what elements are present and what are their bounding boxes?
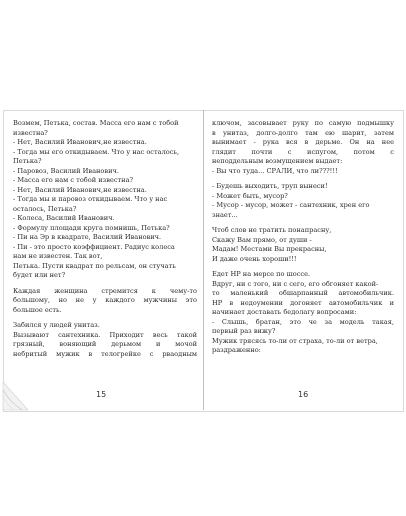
right-page-number: 16 xyxy=(298,390,309,399)
text-line: - Слышь, братан, это че за модель такая, xyxy=(212,317,394,326)
text-line: И даже очень хороши!!! xyxy=(212,254,297,263)
text-line: Петька. Пусти квадрат по рельсам, он стучать xyxy=(13,261,176,270)
page-curl-icon[interactable] xyxy=(0,382,30,412)
text-line: Петька? xyxy=(13,157,42,165)
text-line: - Вы что туда... СРАЛИ, что ли???!!! xyxy=(212,166,338,175)
text-line: в унитаз, долго-долго там ею шарит, затем xyxy=(212,128,394,137)
text-line: Вызывают сантехника. Приходит весь такой xyxy=(13,330,197,339)
text-line: - Масса его нам с тобой известна? xyxy=(13,176,134,184)
text-line: - Пи - это просто коэффициент. Радиус колеса xyxy=(13,242,175,251)
right-page xyxy=(204,110,404,412)
text-line: - Нет, Василий Иванович,не известна. xyxy=(13,185,147,194)
text-line: - Мусор - мусор, может - сантехник, хрен его xyxy=(212,201,370,209)
text-line: глядит почти с испугом, потом с xyxy=(212,147,394,156)
text-line: большому, но не у каждого мужчины это xyxy=(13,296,197,304)
text-line: - Тогда мы и паровоз откидываем. Что у нас xyxy=(13,195,168,203)
text-line: грязный, воняющий дерьмом и мочой xyxy=(13,340,197,348)
text-line: Едет НР на мерсе по шоссе. xyxy=(212,270,311,278)
book-spread xyxy=(0,110,406,410)
text-line: - Может быть, мусор? xyxy=(212,191,288,200)
text-line: НР в недоумении догоняет автомобильчик и xyxy=(212,298,394,307)
text-line: будет или нет? xyxy=(13,271,66,279)
text-line: - Колеса, Василий Иванович. xyxy=(13,214,115,222)
left-page-number: 15 xyxy=(96,390,107,399)
text-line: Скажу Вам прямо, от души - xyxy=(212,235,312,244)
text-line: известна? xyxy=(13,128,48,137)
text-line: начинает доставать бедолагу вопросами: xyxy=(212,308,357,316)
text-line: знает... xyxy=(212,210,238,219)
text-line: большое есть. xyxy=(13,305,62,314)
text-line: Вдруг, ни с того, ни с сего, его обгоняет какой- xyxy=(212,279,379,288)
right-page-text xyxy=(212,119,394,356)
text-line: - Будешь выходить, труп вынеси! xyxy=(212,182,328,190)
text-line: небритый мужик в телогрейке с рваодным xyxy=(13,349,197,358)
text-line: - Тогда мы его откидываем. Что у нас осталось, xyxy=(13,147,180,156)
text-line: нам не известен. Так вот, xyxy=(13,252,103,260)
text-line: Мужик трясясь то-ли от страха, то-ли от ветра, xyxy=(212,336,378,345)
text-line: Забился у людей унитаз. xyxy=(13,321,100,329)
left-page xyxy=(3,110,204,412)
text-line: неподдельным возмущением выдает: xyxy=(212,157,343,165)
text-line: - Формулу площади круга помнишь, Петька? xyxy=(13,223,170,232)
text-line: то маленький обшарпанный автомобильчик. xyxy=(212,289,394,297)
left-page-text xyxy=(13,119,197,359)
text-line: раздраженно: xyxy=(212,346,261,354)
text-line: Мадам! Местами Вы прекрасны, xyxy=(212,245,327,253)
text-line: вынимает - рука вся в дерьме. Он на нее xyxy=(212,138,394,146)
text-line: - Паровоз, Василий Иванович. xyxy=(13,166,119,175)
text-line: - Пи на Эр в квадрате, Василий Иванович. xyxy=(13,233,162,241)
text-line: Чтоб слов не тратить понапрасну, xyxy=(212,226,332,234)
text-line: первый раз вижу? xyxy=(212,327,276,335)
text-line: осталось, Петька? xyxy=(13,204,77,213)
text-line: - Нет, Василий Иванович,не известна. xyxy=(13,138,147,146)
text-line: Возмем, Петька, состав. Масса его нам с тобой xyxy=(13,119,179,127)
text-line: Каждая женщина стремится к чему-то xyxy=(13,286,197,295)
text-line: ключом, засовывает руку по самую подмышку xyxy=(212,119,394,127)
